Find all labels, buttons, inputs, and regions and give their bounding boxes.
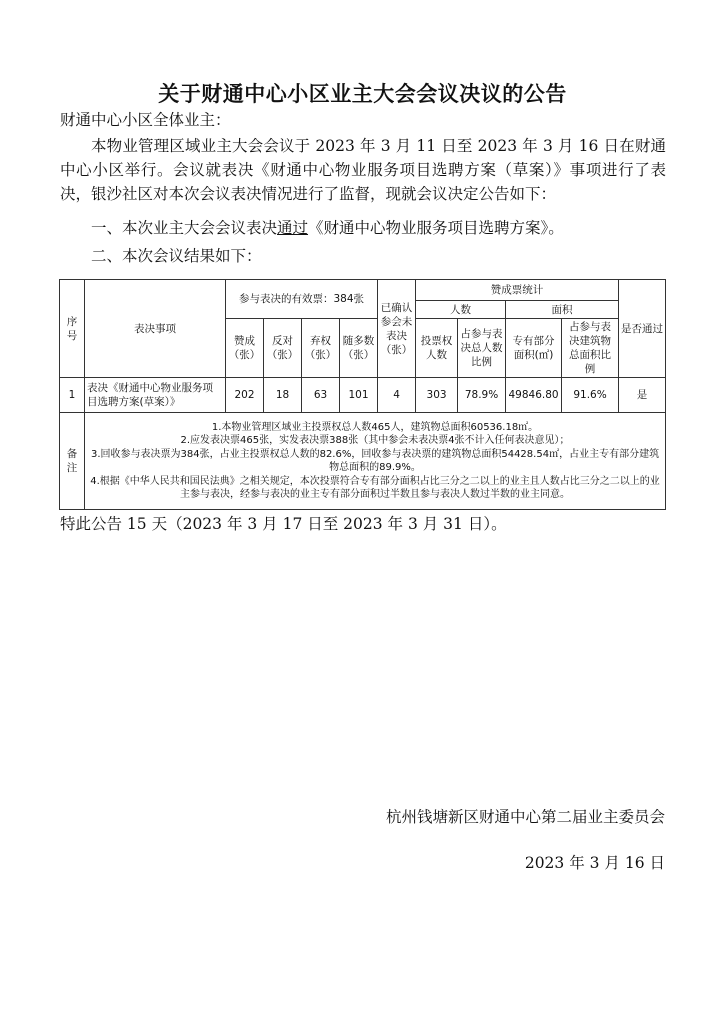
salutation: 财通中心小区全体业主： <box>60 111 231 129</box>
header-passed: 是否通过 <box>619 280 666 378</box>
header-approve: 赞成（张） <box>226 319 264 378</box>
item1-suffix: 《财通中心物业服务项目选聘方案》。 <box>308 219 564 237</box>
header-abstain: 弃权（张） <box>302 319 340 378</box>
vote-result-table <box>59 279 666 510</box>
signature-date: 2023 年 3 月 16 日 <box>524 854 665 872</box>
cell-exclusive-area: 49846.80 <box>506 378 562 413</box>
header-approve-stats: 赞成票统计 <box>416 280 619 301</box>
cell-confirmed-absent: 4 <box>378 378 416 413</box>
header-oppose: 反对（张） <box>264 319 302 378</box>
cell-follow-majority: 101 <box>340 378 378 413</box>
note-item: 2.应发表决票465张，实发表决票388张（其中参会未表决票4张不计入任何表决意见）； <box>180 435 570 446</box>
note-item: 1.本物业管理区域业主投票权总人数465人，建筑物总面积60536.18㎡。 <box>211 421 539 433</box>
item1-result: 通过 <box>277 219 309 237</box>
header-area: 面积 <box>506 301 619 319</box>
header-voter-count: 投票权人数 <box>416 319 458 378</box>
header-follow-majority: 随多数（张） <box>340 319 378 378</box>
resolution-item-2: 二、本次会议结果如下： <box>91 247 262 265</box>
notes-content <box>85 413 666 510</box>
header-area-ratio: 占参与表决建筑物总面积比例 <box>562 319 619 378</box>
header-matter: 表决事项 <box>85 280 226 378</box>
item1-prefix: 一、本次业主大会会议表决 <box>91 219 278 237</box>
header-people-ratio: 占参与表决总人数比例 <box>458 319 506 378</box>
closing-statement: 特此公告 15 天（2023 年 3 月 17 日至 2023 年 3 月 31 日）。 <box>60 515 507 533</box>
header-people: 人数 <box>416 301 506 319</box>
table-row <box>60 378 666 413</box>
cell-matter: 表决《财通中心物业服务项目选聘方案(草案）》 <box>85 378 226 413</box>
note-item: 4.根据《中华人民共和国民法典》之相关规定，本次投票符合专有部分面积占比三分之二以上的业主且人数占比三分之二以上的业主参与表决，经参与表决的业主专有部分面积过半数且参与表决人数过半数的业主同意。 <box>90 475 660 500</box>
cell-seq: 1 <box>60 378 85 413</box>
note-item: 3.回收参与表决票为384张，占业主投票权总人数的82.6%，回收参与表决票的建筑物总面积54428.54㎡，占业主专有部分建筑物总面积的89.9%。 <box>90 448 660 473</box>
header-seq: 序号 <box>60 280 85 378</box>
notes-label: 备注 <box>60 413 85 510</box>
document-title: 关于财通中心小区业主大会会议决议的公告 <box>158 82 567 106</box>
header-exclusive-area: 专有部分面积(㎡) <box>506 319 562 378</box>
cell-abstain: 63 <box>302 378 340 413</box>
signature-organization: 杭州钱塘新区财通中心第二届业主委员会 <box>385 808 665 826</box>
cell-passed: 是 <box>619 378 666 413</box>
cell-voter-count: 303 <box>416 378 458 413</box>
header-valid-votes: 参与表决的有效票：384张 <box>226 280 378 319</box>
cell-people-ratio: 78.9% <box>458 378 506 413</box>
resolution-item-1 <box>60 216 666 240</box>
header-confirmed-absent: 已确认参会未表决（张） <box>378 280 416 378</box>
cell-area-ratio: 91.6% <box>562 378 619 413</box>
cell-approve: 202 <box>226 378 264 413</box>
cell-oppose: 18 <box>264 378 302 413</box>
intro-paragraph: 本物业管理区域业主大会会议于 2023 年 3 月 11 日至 2023 年 3 月 16 日在财通中心小区举行。会议就表决《财通中心物业服务项目选聘方案（草案）》事项进行了表决，银沙社区对本次会议表决情况进行了监督，现就会议决定公告如下： <box>60 137 666 203</box>
